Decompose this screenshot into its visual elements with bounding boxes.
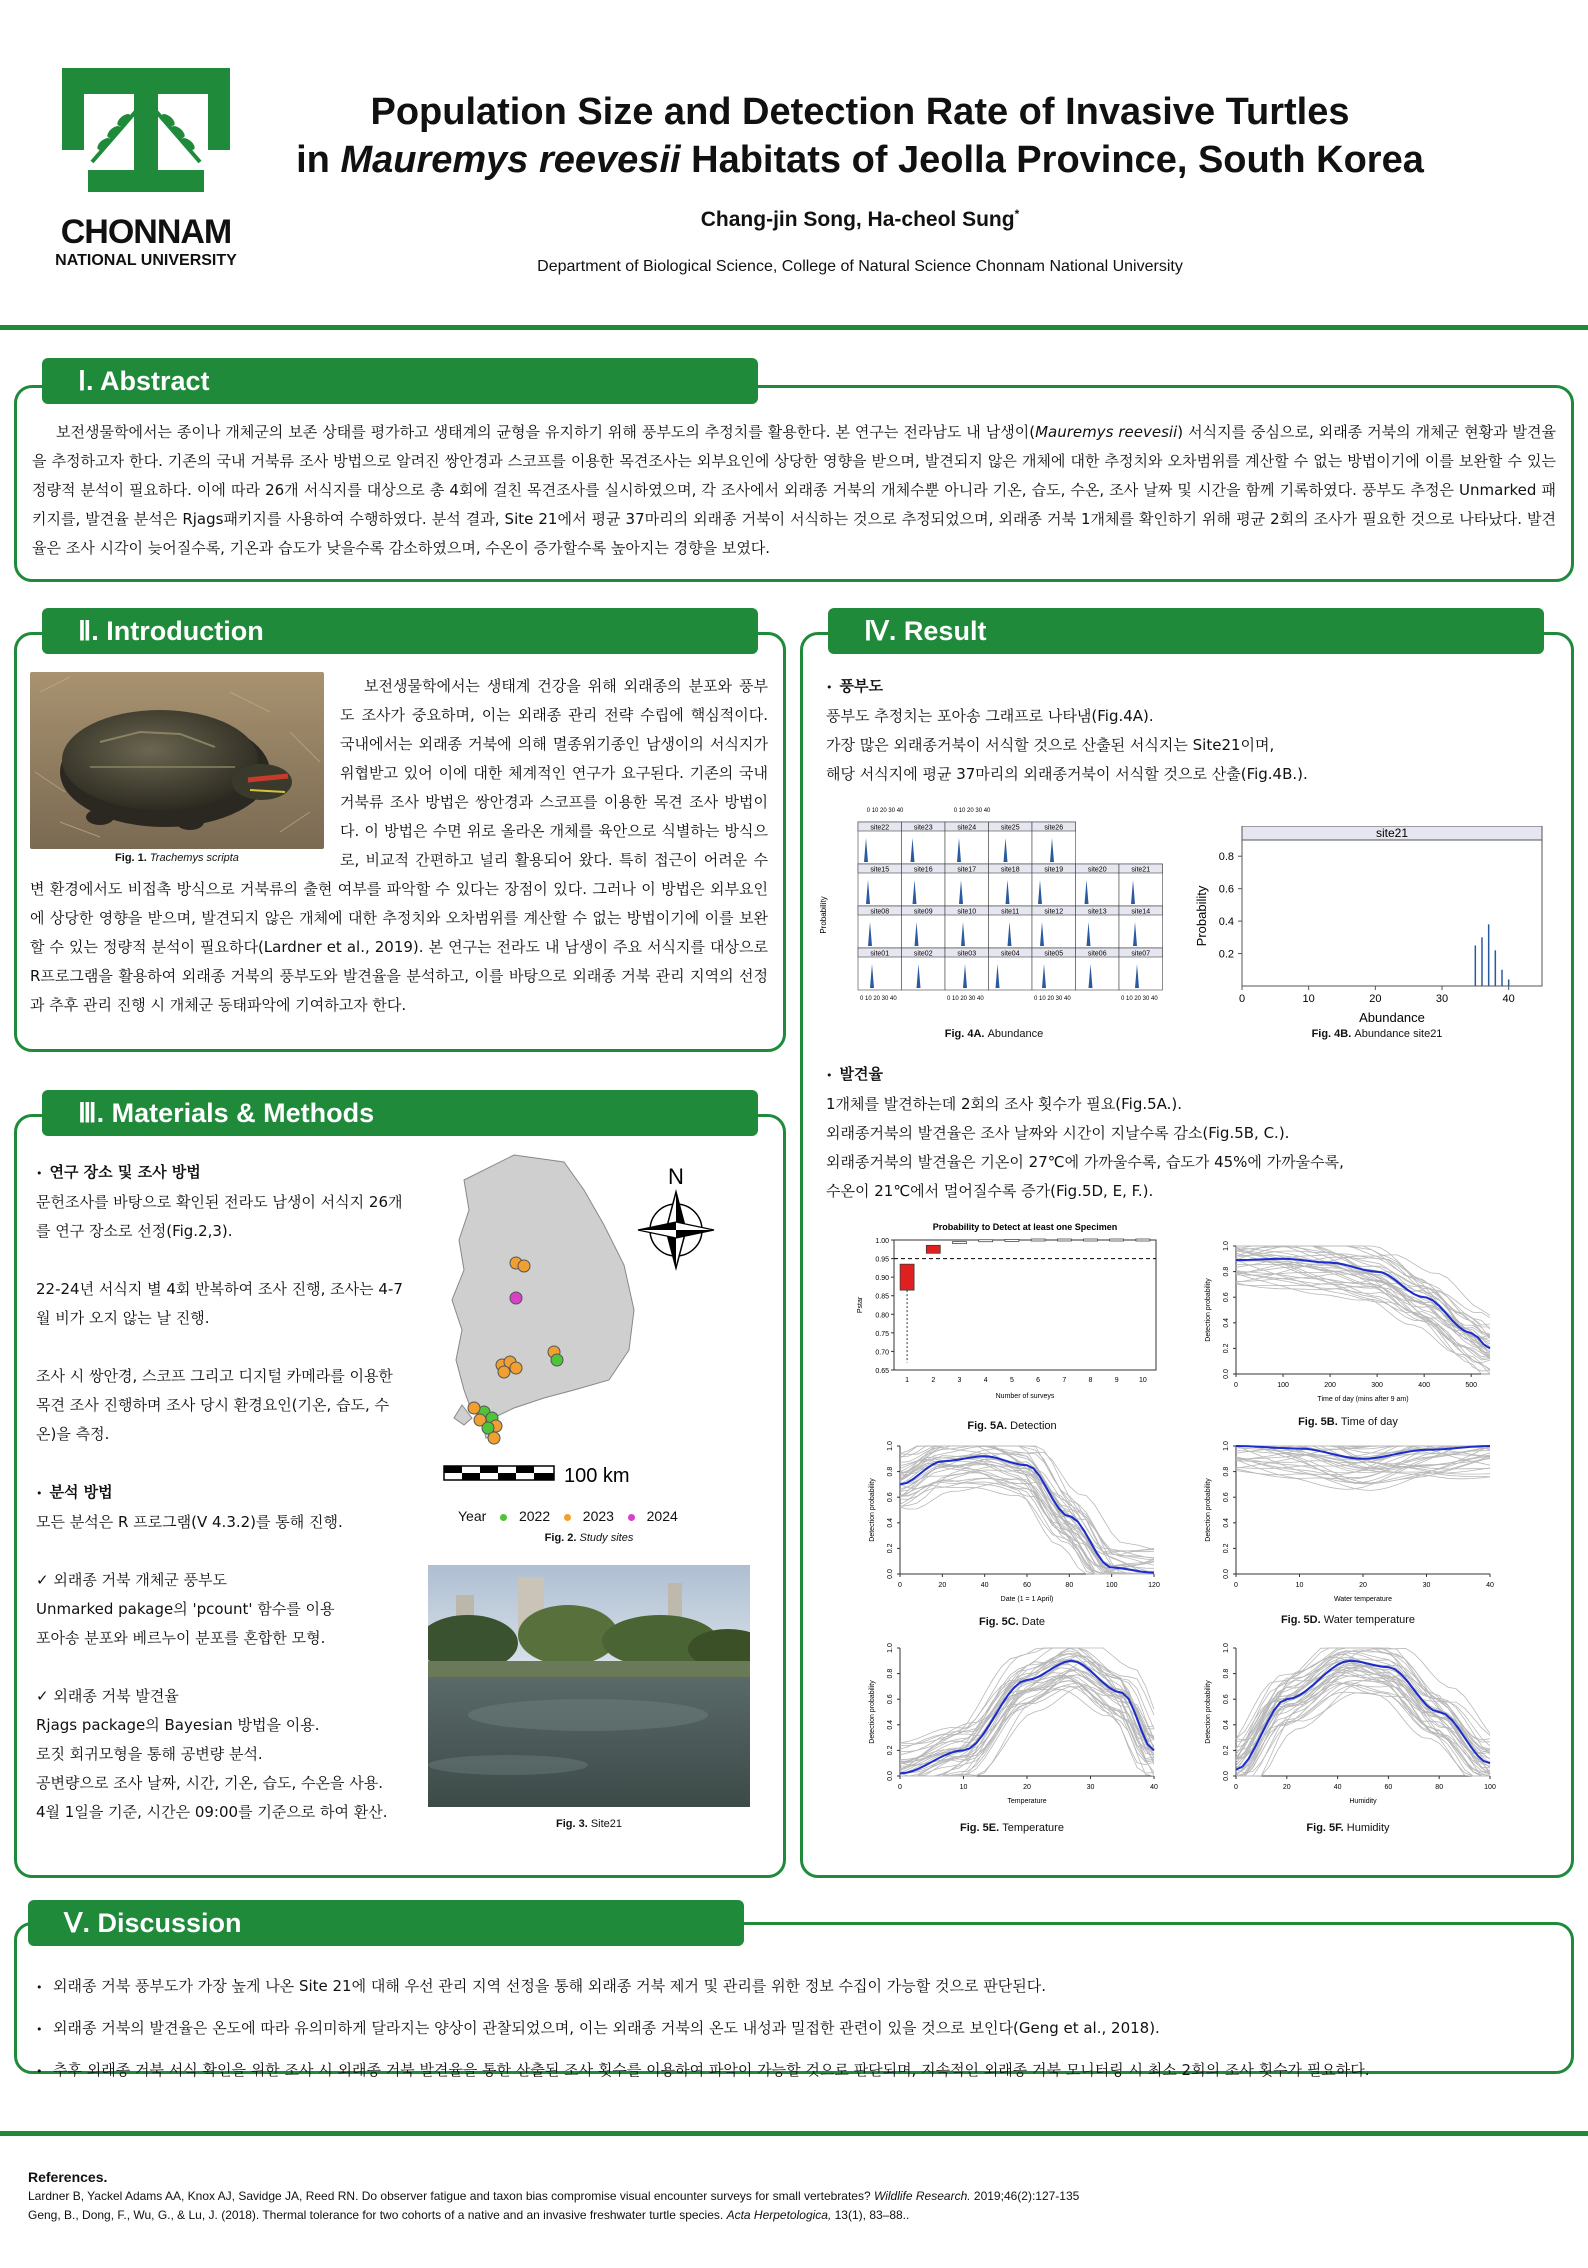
fig5f-xtick-label: 40	[1333, 1784, 1342, 1791]
fig4a-panel-label: site07	[1131, 950, 1151, 958]
fig4a-panel-label: site23	[913, 824, 933, 832]
fig4a-panel-label: site11	[1001, 908, 1020, 916]
fig5b-ytick-label: 0.4	[1223, 1317, 1230, 1328]
fig5f-xtick-label: 80	[1435, 1784, 1444, 1791]
fig5b-xtick-label: 500	[1465, 1382, 1478, 1389]
methods-tab: Ⅲ. Materials & Methods	[42, 1090, 758, 1136]
references	[28, 2168, 1568, 2225]
fig4b-ytick-label: 0.2	[1218, 948, 1234, 961]
abstract-text: 보전생물학에서는 종이나 개체군의 보존 상태를 평가하고 생태계의 균형을 유지하기 위해 풍부도의 추정치를 활용한다. 본 연구는 전라남도 내 남생이(Mauremys reevesii) 서식지를 중심으로, 외래종 거북의 개체군 현황과 발견율을 추정하고자 한다. 기존의 국내 거북류 조사 방법으로 알려진 쌍안경과 스코프를 이용한 목견조사는 외부요인에 상당한 영향을 받으며, 발견되지 않은 개체에 대한 추정치와 오차범위를 계산할 수 없는 방법이기에 이를 보완할 수 있는 정량적 분석이 필요하다. 이에 따라 26개 서식지를 대상으로 총 4회에 걸친 목견조사를 실시하였으며, 각 조사에서 외래종 거북의 개체수뿐 아니라 기온, 습도, 수온, 조사 날짜 및 시간을 함께 기록하였다. 풍부도 추정은 Unmarked 패키지를, 발견율 분석은 Rjags패키지를 사용하여 수행하였다. 분석 결과, Site 21에서 평균 37마리의 외래종 거북이 서식하는 것으로 추정되었으며, 외래종 거북 1개체를 확인하기 위해 평균 2회의 조사가 필요한 것으로 나타났다. 발견율은 조사 시각이 늦어질수록, 기온과 습도가 낮을수록 감소하였으며, 수온이 증가할수록 높아지는 경향을 보였다.	[32, 423, 1556, 557]
fig5a-xtick-label: 1	[905, 1377, 910, 1384]
fig4b-xtick-label: 40	[1502, 993, 1515, 1005]
fig4a-panel-label: site21	[1131, 866, 1151, 874]
fig5f-ytick-label: 0.0	[1223, 1771, 1230, 1781]
legend-2023: 2023	[564, 1508, 614, 1524]
reference-2: Geng, B., Dong, F., Wu, G., & Lu, J. (2018). Thermal tolerance for two cohorts of a native and an invasive freshwater turtle species. Acta Herpetologica, 13(1), 83–88..	[28, 2208, 910, 2222]
fig4a-panel-label: site18	[1000, 866, 1020, 874]
fig4b-ylabel: Probability	[1194, 885, 1209, 947]
fig5a-ytick-label: 0.80	[875, 1312, 889, 1320]
fig4a-panel-label: site17	[957, 866, 977, 874]
fig4a-panel-label: site01	[870, 950, 890, 958]
fig5a-caption: Fig. 5A. Detection	[967, 1420, 1057, 1432]
fig5e-ytick-label: 0.4	[887, 1719, 894, 1730]
fig5a-box	[1136, 1239, 1150, 1241]
fig5c-xtick-label: 40	[980, 1582, 989, 1589]
reference-1: Lardner B, Yackel Adams AA, Knox AJ, Savidge JA, Reed RN. Do observer fatigue and taxon bias compromise visual encounter surveys for small vertebrates? Wildlife Research. 2019;46(2):127-135	[28, 2189, 1080, 2203]
fig5e-ytick-label: 0.6	[887, 1694, 894, 1705]
fig2-caption: Fig. 2. Study sites	[544, 1532, 634, 1544]
fig5e-sample-line	[900, 1670, 1154, 1776]
title-line-1: Population Size and Detection Rate of Invasive Turtles	[370, 91, 1350, 133]
fig4a-panel-label: site12	[1044, 908, 1064, 916]
fig5b-ylabel: Detection probability	[1205, 1278, 1212, 1342]
svg-text:100 km: 100 km	[564, 1465, 630, 1487]
university-logo	[48, 62, 244, 282]
methods-text	[36, 1158, 408, 1827]
result-tab: Ⅳ. Result	[828, 608, 1544, 654]
fig5b-chart	[1188, 1238, 1508, 1416]
fig5a-box	[1057, 1239, 1071, 1241]
fig5f-caption: Fig. 5F. Humidity	[1306, 1822, 1390, 1834]
fig5f-sample-line	[1236, 1670, 1490, 1775]
fig5c-xtick-label: 120	[1148, 1582, 1160, 1589]
fig5a-xtick-label: 3	[957, 1377, 962, 1384]
fig4a-panel-label: site16	[913, 866, 933, 874]
fig4a-panel-label: site19	[1044, 866, 1064, 874]
fig5c-ytick-label: 0.2	[887, 1543, 894, 1554]
fig5a-xtick-label: 10	[1139, 1377, 1147, 1384]
fig3-caption: Fig. 3. Site21	[555, 1818, 623, 1830]
fig5f-xtick-label: 0	[1234, 1784, 1238, 1791]
discussion-item-2: • 외래종 거북의 발견율은 온도에 따라 유의미하게 달라지는 양상이 관찰되었으며, 이는 외래종 거북의 온도 내성과 밀접한 관련이 있을 것으로 보인다(Geng et al., 2018).	[36, 2019, 1160, 2037]
fig5e-ytick-label: 0.0	[887, 1771, 894, 1781]
methods-c2-l3: 공변량으로 조사 날짜, 시간, 기온, 습도, 수온을 사용.	[36, 1774, 384, 1792]
fig5e-ytick-label: 1.0	[887, 1643, 894, 1653]
fig4a-panel-label: site14	[1131, 908, 1151, 916]
fig5e-xtick-label: 10	[959, 1784, 968, 1791]
fig4b-caption: Fig. 4B. Abundance site21	[1311, 1028, 1443, 1040]
fig5d-xtick-label: 0	[1234, 1582, 1238, 1589]
fig5e-xtick-label: 40	[1150, 1784, 1158, 1791]
fig5a-xtick-label: 5	[1009, 1377, 1014, 1384]
fig5a-ytick-label: 0.65	[875, 1368, 889, 1375]
fig5b-xlabel: Time of day (mins after 9 am)	[1317, 1396, 1409, 1403]
fig5b-ytick-label: 0.8	[1223, 1266, 1230, 1277]
fig5d-xlabel: Water temperature	[1333, 1596, 1393, 1603]
fig4a-panel-label: site09	[913, 908, 933, 916]
fig5e-xtick-label: 0	[898, 1784, 902, 1791]
fig5e-sample-line	[900, 1656, 1154, 1755]
fig5a-box	[979, 1240, 993, 1242]
svg-text:N: N	[668, 1164, 684, 1189]
fig5b-caption: Fig. 5B. Time of day	[1298, 1416, 1398, 1428]
fig5b-xtick-label: 100	[1277, 1382, 1289, 1389]
fig4a-panel-label: site02	[913, 950, 933, 958]
fig5a-ytick-label: 0.95	[875, 1256, 889, 1264]
fig5a-box	[953, 1242, 967, 1244]
fig3-site-photo	[428, 1565, 750, 1807]
fig5d-xtick-label: 10	[1295, 1582, 1304, 1589]
title-line-2: in Mauremys reevesii Habitats of Jeolla Province, South Korea	[296, 139, 1424, 181]
fig4a-xtick-bottom: 0 10 20 30 40	[860, 996, 897, 1002]
fig4a-panel-label: site10	[957, 908, 977, 916]
fig5c-ytick-label: 1.0	[887, 1441, 894, 1451]
fig4a-panel-label: site04	[1000, 950, 1020, 958]
fig5a-ytick-label: 0.75	[875, 1330, 889, 1338]
methods-c2-l2: 로짓 회귀모형을 통해 공변량 분석.	[36, 1745, 263, 1763]
fig4b-ytick-label: 0.6	[1218, 883, 1234, 896]
fig5f-sample-line	[1236, 1683, 1490, 1772]
result-bullet-1: • 풍부도	[826, 677, 883, 695]
fig5e-ytick-label: 0.2	[887, 1745, 894, 1756]
map-legend	[458, 1508, 678, 1524]
fig4a-panel-label: site22	[870, 824, 890, 832]
fig4a-panel-label: site24	[957, 824, 977, 832]
fig5a-ytick-label: 0.70	[875, 1349, 889, 1357]
result-r4: 1개체를 발견하는데 2회의 조사 횟수가 필요(Fig.5A.).	[826, 1095, 1183, 1113]
fig5c-chart	[852, 1438, 1172, 1616]
fig5b-sample-line	[1236, 1248, 1490, 1363]
discussion-item-1: • 외래종 거북 풍부도가 가장 높게 나온 Site 21에 대해 우선 관리 지역 선정을 통해 외래종 거북 제거 및 관리를 위한 정보 수집이 가능할 것으로 판단된다.	[36, 1977, 1047, 1995]
fig5c-xtick-label: 20	[938, 1582, 947, 1589]
fig5b-ytick-label: 1.0	[1223, 1241, 1230, 1251]
fig4a-panel-label: site20	[1087, 866, 1107, 874]
fig5b-ytick-label: 0.2	[1223, 1343, 1230, 1354]
fig5d-caption: Fig. 5D. Water temperature	[1280, 1614, 1416, 1626]
fig5c-xtick-label: 60	[1023, 1582, 1031, 1589]
fig5c-xtick-label: 80	[1065, 1582, 1074, 1589]
fig5c-xtick-label: 0	[898, 1582, 902, 1589]
fig5b-xtick-label: 300	[1371, 1382, 1383, 1389]
affiliation: Department of Biological Science, College of Natural Science Chonnam National University	[537, 258, 1183, 275]
fig5e-xtick-label: 30	[1086, 1784, 1095, 1791]
fig4b-title: site21	[1375, 826, 1409, 840]
fig4a-ylabel: Probability	[819, 896, 828, 934]
fig5d-ytick-label: 1.0	[1223, 1441, 1230, 1451]
methods-p3: 조사 시 쌍안경, 스코프 그리고 디지털 카메라를 이용한 목견 조사 진행하며 조사 당시 환경요인(기온, 습도, 수온)을 측정.	[36, 1367, 393, 1443]
fig5c-xtick-label: 100	[1105, 1582, 1118, 1589]
fig5c-caption: Fig. 5C. Date	[978, 1616, 1046, 1628]
fig5d-ytick-label: 0.4	[1223, 1517, 1230, 1528]
logo-text-main: CHONNAM	[60, 213, 232, 251]
fig5a-box	[1031, 1239, 1045, 1241]
fig5a-xtick-label: 6	[1036, 1377, 1041, 1384]
fig4b-frame	[1242, 840, 1542, 986]
fig5c-sample-line	[900, 1486, 1154, 1574]
fig5b-xtick-label: 400	[1418, 1382, 1430, 1389]
methods-c2-title: ✓ 외래종 거북 발견율	[36, 1687, 179, 1705]
fig5d-ytick-label: 0.6	[1223, 1492, 1230, 1503]
fig5a-box	[900, 1264, 914, 1290]
fig5c-sample-line	[900, 1479, 1154, 1555]
fig5f-ytick-label: 1.0	[1223, 1643, 1230, 1653]
fig4a-chart	[818, 800, 1170, 1018]
fig5c-ytick-label: 0.4	[887, 1517, 894, 1528]
fig4b-xtick-label: 0	[1238, 993, 1246, 1005]
fig5a-xtick-label: 2	[931, 1377, 936, 1384]
authors: Chang-jin Song, Ha-cheol Sung*	[700, 207, 1020, 231]
fig5f-ytick-label: 0.6	[1223, 1694, 1230, 1705]
fig5a-ytick-label: 0.85	[875, 1293, 889, 1301]
fig5b-xtick-label: 200	[1324, 1382, 1336, 1389]
methods-bullet-2: • 분석 방법	[36, 1483, 113, 1501]
fig5f-xtick-label: 100	[1484, 1784, 1496, 1791]
methods-p4: 모든 분석은 R 프로그램(V 4.3.2)를 통해 진행.	[36, 1513, 343, 1531]
fig5a-box	[1005, 1239, 1019, 1241]
fig5d-ytick-label: 0.0	[1223, 1569, 1230, 1579]
result-bullet-2: • 발견율	[826, 1065, 883, 1083]
fig1-caption: Fig. 1. Trachemys scripta	[115, 852, 239, 864]
references-title: References.	[28, 2169, 108, 2185]
introduction-text: 보전생물학에서는 생태계 건강을 위해 외래종의 분포와 풍부도 조사가 중요하며, 이는 외래종 관리 전략 수립에 핵심적이다. 국내에서는 외래종 거북에 의해 멸종위기종인 남생이의 서식지가 위협받고 있어 이에 대한 체계적인 연구가 요구된다. 기존의 국내 거북류 조사 방법은 쌍안경과 스코프를 이용한 목견 조사 방법이다. 이 방법은 수면 위로 올라온 개체를 육안으로 식별하는 방식으로, 비교적 간편하고 널리 활용되어 왔다. 특히 접근이 어려운 수변 환경에서도 비접촉 방식으로 거북류의 출현 여부를 파악할 수 있다는 장점이 있다. 그러나 이 방법은 외부요인에 상당한 영향을 받으며, 발견되지 않은 개체에 대한 추정치와 오차범위를 계산할 수 없는 방법이기에 이를 보완할 수 있는 정량적 분석이 필요하다(Lardner et al., 2019). 본 연구는 전라도 내 남생이 주요 서식지를 대상으로 R프로그램을 활용하여 외래종 거북의 풍부도와 발견율을 분석하고, 이를 바탕으로 외래종 거북 관리 지역의 선정과 추후 관리 진행 시 개체군 동태파악에 기여하고자 한다.	[30, 677, 768, 1014]
fig5c-sample-line	[900, 1482, 1154, 1570]
footer-divider	[0, 2131, 1588, 2136]
fig4a-panel-label: site25	[1000, 824, 1020, 832]
fig5f-ytick-label: 0.8	[1223, 1668, 1230, 1679]
fig5c-ytick-label: 0.0	[887, 1569, 894, 1579]
fig5a-frame	[894, 1240, 1156, 1370]
fig4a-panel-label: site06	[1087, 950, 1107, 958]
fig5a-ylabel: Pstar	[857, 1296, 864, 1314]
methods-c2-l1: Rjags package의 Bayesian 방법을 이용.	[36, 1716, 320, 1734]
fig4a-xtick-bottom: 0 10 20 30 40	[1034, 996, 1071, 1002]
fig5a-box	[1084, 1239, 1098, 1241]
fig5e-xtick-label: 20	[1023, 1784, 1031, 1791]
result-r6: 외래종거북의 발견율은 기온이 27℃에 가까울수록, 습도가 45%에 가까울수록,	[826, 1153, 1344, 1171]
fig5a-ytick-label: 0.90	[875, 1275, 889, 1283]
fig4a-xtick-bottom: 0 10 20 30 40	[947, 996, 984, 1002]
fig5f-xlabel: Humidity	[1349, 1798, 1377, 1805]
fig5d-xtick-label: 20	[1359, 1582, 1367, 1589]
fig5e-caption: Fig. 5E. Temperature	[960, 1822, 1064, 1834]
fig4a-xtick-bottom: 0 10 20 30 40	[1121, 996, 1158, 1002]
fig4a-panel-label: site03	[957, 950, 977, 958]
fig4b-xtick-label: 30	[1435, 993, 1449, 1005]
fig5a-chart	[852, 1218, 1172, 1418]
logo-emblem-icon	[48, 62, 244, 197]
discussion-tab: Ⅴ. Discussion	[28, 1900, 744, 1946]
fig5f-ytick-label: 0.4	[1223, 1719, 1230, 1730]
fig4b-xlabel: Abundance	[1359, 1010, 1425, 1025]
fig5b-ytick-label: 0.0	[1223, 1369, 1230, 1379]
fig5f-ytick-label: 0.2	[1223, 1745, 1230, 1756]
fig5a-xlabel: Number of surveys	[995, 1393, 1055, 1400]
legend-2024: 2024	[628, 1508, 678, 1524]
result-text-detection	[826, 1060, 1556, 1206]
fig4b-xtick-label: 20	[1369, 993, 1382, 1005]
fig5c-xlabel: Date (1 = 1 April)	[1000, 1596, 1054, 1603]
fig5b-ytick-label: 0.6	[1223, 1292, 1230, 1303]
fig5d-xtick-label: 30	[1422, 1582, 1431, 1589]
fig2-map	[424, 1150, 754, 1500]
fig4a-panel-label: site13	[1087, 908, 1107, 916]
methods-p1: 문헌조사를 바탕으로 확인된 전라도 남생이 서식지 26개를 연구 장소로 선정(Fig.2,3).	[36, 1193, 403, 1240]
fig5c-sample-line	[900, 1482, 1154, 1554]
fig5e-sample-line	[900, 1648, 1154, 1776]
fig4a-panel-label: site08	[870, 908, 890, 916]
fig5e-chart	[852, 1640, 1172, 1822]
fig5e-ylabel: Detection probability	[869, 1680, 876, 1744]
result-r1: 풍부도 추정치는 포아송 그래프로 나타냄(Fig.4A).	[826, 707, 1154, 725]
fig5c-ytick-label: 0.6	[887, 1492, 894, 1503]
fig5a-xtick-label: 9	[1114, 1377, 1119, 1384]
fig4a-panel-label: site15	[870, 866, 890, 874]
legend-title: Year	[458, 1508, 487, 1524]
discussion-item-3: • 추후 외래종 거북 서식 확인을 위한 조사 시 외래종 거북 발견율을 통한 산출된 조사 횟수를 이용하여 파악이 가능할 것으로 판단되며, 지속적인 외래종 거북 모니터링 시 최소 2회의 조사 횟수가 필요하다.	[36, 2061, 1370, 2079]
methods-c2-l4: 4월 1일을 기준, 시간은 09:00를 기준으로 하여 환산.	[36, 1803, 388, 1821]
fig5f-chart	[1188, 1640, 1508, 1822]
fig5d-chart	[1188, 1438, 1508, 1616]
fig5e-sample-line	[900, 1648, 1154, 1776]
methods-p2: 22-24년 서식지 별 4회 반복하여 조사 진행, 조사는 4-7월 비가 오지 않는 날 진행.	[36, 1280, 403, 1327]
logo-text-sub: NATIONAL UNIVERSITY	[55, 252, 237, 269]
fig4a-caption: Fig. 4A. Abundance	[944, 1028, 1044, 1040]
result-text-abundance	[826, 672, 1556, 789]
fig5a-title: Probability to Detect at least one Specimen	[932, 1222, 1118, 1232]
result-r3: 해당 서식지에 평균 37마리의 외래종거북이 서식할 것으로 산출(Fig.4B.).	[826, 765, 1308, 783]
fig4b-chart	[1192, 826, 1562, 1026]
fig4a-xtick-top: 0 10 20 30 40	[953, 808, 991, 814]
fig5d-xtick-label: 40	[1486, 1582, 1494, 1589]
fig5f-xtick-label: 60	[1384, 1784, 1393, 1791]
fig5e-ytick-label: 0.8	[887, 1668, 894, 1679]
result-r5: 외래종거북의 발견율은 조사 날짜와 시간이 지날수록 감소(Fig.5B, C.).	[826, 1124, 1290, 1142]
fig4a-panel-label: site26	[1044, 824, 1064, 832]
result-r7: 수온이 21℃에서 멀어질수록 증가(Fig.5D, E, F.).	[826, 1182, 1154, 1200]
fig5f-xtick-label: 20	[1282, 1784, 1291, 1791]
fig4a-panel-label: site05	[1044, 950, 1064, 958]
fig5a-xtick-label: 4	[983, 1377, 988, 1384]
legend-2022: 2022	[500, 1508, 550, 1524]
fig5e-xlabel: Temperature	[1007, 1798, 1047, 1805]
fig5d-ytick-label: 0.2	[1223, 1543, 1230, 1554]
methods-c1-l2: 포아송 분포와 베르누이 분포를 혼합한 모형.	[36, 1629, 326, 1647]
methods-c1-title: ✓ 외래종 거북 개체군 풍부도	[36, 1571, 228, 1589]
fig5d-ytick-label: 0.8	[1223, 1466, 1230, 1477]
fig5e-sample-line	[900, 1648, 1154, 1776]
fig5d-ylabel: Detection probability	[1205, 1478, 1212, 1542]
fig5c-sample-line	[900, 1456, 1154, 1574]
fig5c-ytick-label: 0.8	[887, 1466, 894, 1477]
fig5c-ylabel: Detection probability	[869, 1478, 876, 1542]
fig5b-xtick-label: 0	[1234, 1382, 1238, 1389]
poster-title	[250, 88, 1470, 184]
methods-bullet-1: • 연구 장소 및 조사 방법	[36, 1163, 201, 1181]
fig5a-box	[926, 1245, 940, 1253]
fig5a-xtick-label: 7	[1062, 1377, 1067, 1384]
discussion-list	[36, 1966, 1556, 2092]
methods-c1-l1: Unmarked pakage의 'pcount' 함수를 이용	[36, 1600, 335, 1618]
fig5b-sample-line	[1236, 1271, 1490, 1338]
header-divider	[0, 325, 1588, 330]
introduction-tab: Ⅱ. Introduction	[42, 608, 758, 654]
abstract-tab: Ⅰ. Abstract	[42, 358, 758, 404]
fig4a-xtick-top: 0 10 20 30 40	[866, 808, 904, 814]
fig5a-ytick-label: 1.00	[875, 1238, 889, 1245]
fig4b-xtick-label: 10	[1302, 993, 1315, 1005]
fig4b-ytick-label: 0.8	[1218, 851, 1234, 864]
fig5a-box	[1110, 1239, 1124, 1241]
result-r2: 가장 많은 외래종거북이 서식할 것으로 산출된 서식지는 Site21이며,	[826, 736, 1275, 754]
fig5a-xtick-label: 8	[1088, 1377, 1093, 1384]
fig4b-ytick-label: 0.4	[1218, 916, 1234, 929]
fig5f-ylabel: Detection probability	[1205, 1680, 1212, 1744]
